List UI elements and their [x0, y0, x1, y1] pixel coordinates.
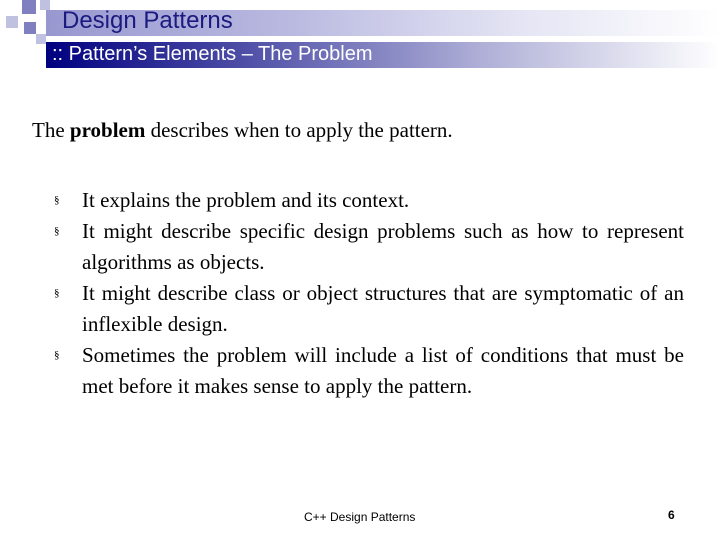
bullet-item: [54, 340, 684, 402]
intro-text-bold: problem: [69, 118, 146, 142]
bullet-text: It might describe class or object structures that are symptomatic of an inflexible design.: [82, 281, 684, 336]
bullet-item: [54, 278, 684, 340]
bullet-marker: §: [54, 225, 60, 237]
intro-text: [32, 118, 453, 143]
footer-course-title: C++ Design Patterns: [304, 510, 416, 524]
slide-title: Design Patterns: [62, 7, 233, 34]
bullet-item: [54, 216, 684, 278]
bullet-text: It might describe specific design problems such as how to represent algorithms as objects.: [82, 219, 684, 274]
bullet-marker: §: [54, 194, 60, 206]
bullet-marker: §: [54, 349, 60, 361]
intro-text-start: The: [32, 118, 70, 142]
intro-text-end: describes when to apply the pattern.: [145, 118, 453, 142]
bullet-text: Sometimes the problem will include a list of conditions that must be met before it makes sense to apply the pattern.: [82, 343, 684, 398]
bullet-text: It explains the problem and its context.: [82, 188, 410, 212]
bullet-item: [54, 185, 684, 216]
page-number: 6: [668, 508, 675, 522]
bullet-marker: §: [54, 287, 60, 299]
slide-subtitle: :: Pattern’s Elements – The Problem: [52, 43, 373, 65]
bullet-list: [54, 185, 684, 402]
